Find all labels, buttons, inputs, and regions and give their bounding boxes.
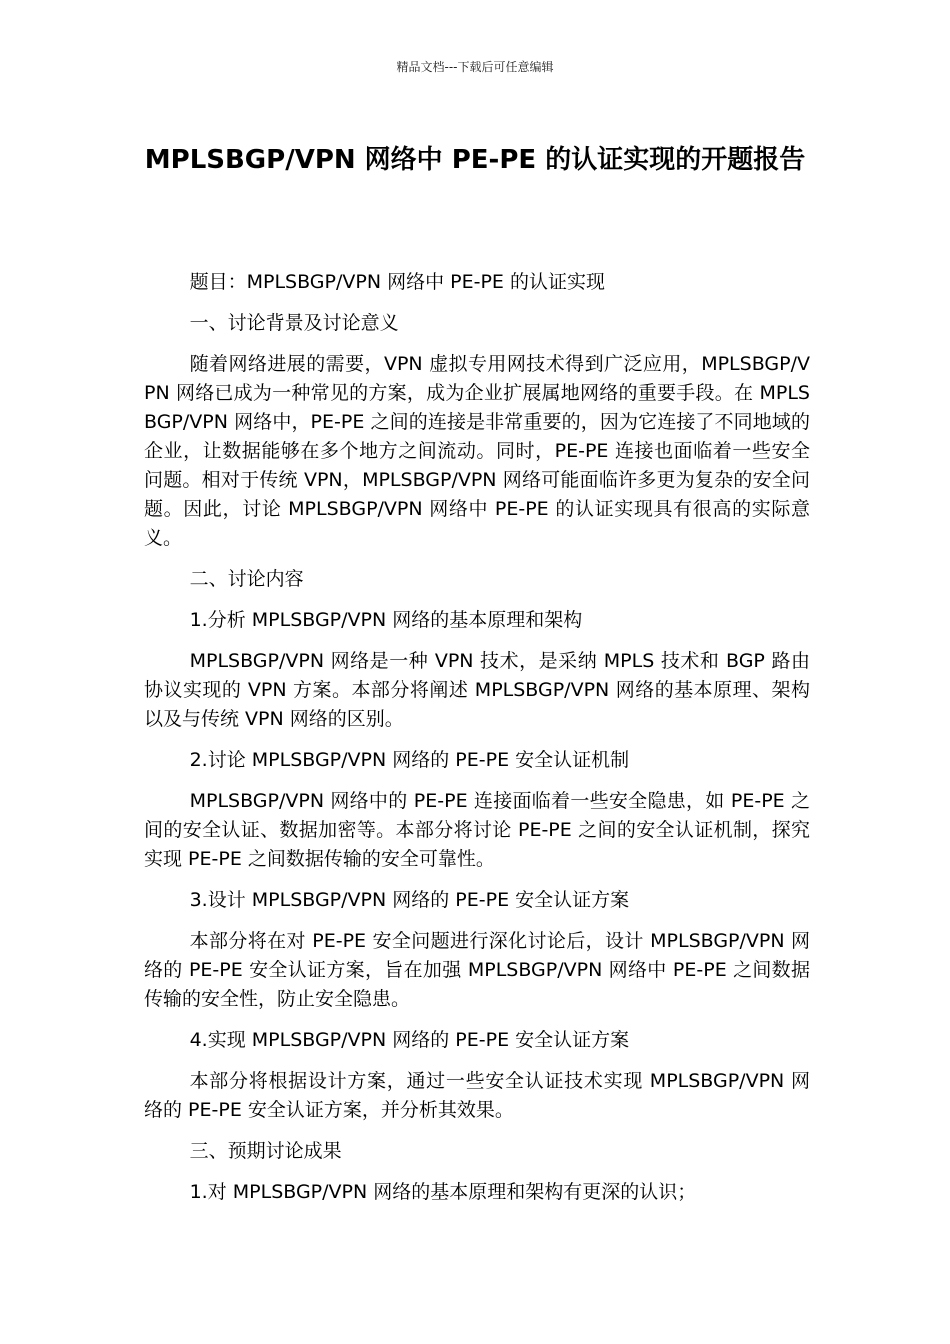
subheading-1: 1.分析 MPLSBGP/VPN 网络的基本原理和架构 bbox=[189, 609, 583, 631]
subheading-3: 3.设计 MPLSBGP/VPN 网络的 PE-PE 安全认证方案 bbox=[189, 889, 630, 911]
page-header: 精品文档---下载后可任意编辑 bbox=[396, 60, 554, 74]
result-item-1: 1.对 MPLSBGP/VPN 网络的基本原理和架构有更深的认识； bbox=[189, 1181, 697, 1203]
section-heading-content: 二、讨论内容 bbox=[189, 568, 304, 590]
document-body bbox=[144, 268, 810, 1219]
subheading-4: 4.实现 MPLSBGP/VPN 网络的 PE-PE 安全认证方案 bbox=[189, 1029, 630, 1051]
paragraph-3: 本部分将在对 PE-PE 安全问题进行深化讨论后，设计 MPLSBGP/VPN 网络的 PE-PE 安全认证方案，旨在加强 MPLSBGP/VPN 网络中 PE-PE 之间数据传输的安全性，防止安全隐患。 bbox=[144, 930, 810, 1010]
section-heading-background: 一、讨论背景及讨论意义 bbox=[189, 312, 399, 334]
section-heading-results: 三、预期讨论成果 bbox=[189, 1140, 342, 1162]
topic-line: 题目：MPLSBGP/VPN 网络中 PE-PE 的认证实现 bbox=[189, 271, 605, 293]
paragraph-4: 本部分将根据设计方案，通过一些安全认证技术实现 MPLSBGP/VPN 网络的 PE-PE 安全认证方案，并分析其效果。 bbox=[144, 1070, 810, 1121]
paragraph-2: MPLSBGP/VPN 网络中的 PE-PE 连接面临着一些安全隐患，如 PE-PE 之间的安全认证、数据加密等。本部分将讨论 PE-PE 之间的安全认证机制，探究实现 PE-PE 之间数据传输的安全可靠性。 bbox=[144, 790, 810, 870]
paragraph-1: MPLSBGP/VPN 网络是一种 VPN 技术，是采纳 MPLS 技术和 BGP 路由协议实现的 VPN 方案。本部分将阐述 MPLSBGP/VPN 网络的基本原理、架构以及与传统 VPN 网络的区别。 bbox=[144, 650, 810, 730]
subheading-2: 2.讨论 MPLSBGP/VPN 网络的 PE-PE 安全认证机制 bbox=[189, 749, 630, 771]
document-title: MPLSBGP/VPN 网络中 PE-PE 的认证实现的开题报告 bbox=[144, 145, 806, 175]
background-paragraph: 随着网络进展的需要，VPN 虚拟专用网技术得到广泛应用，MPLSBGP/VPN 网络已成为一种常见的方案，成为企业扩展属地网络的重要手段。在 MPLSBGP/VPN 网络中，PE-PE 之间的连接是非常重要的，因为它连接了不同地域的企业，让数据能够在多个地方之间流动。同时，PE-PE 连接也面临着一些安全问题。相对于传统 VPN，MPLSBGP/VPN 网络可能面临许多更为复杂的安全问题。因此，讨论 MPLSBGP/VPN 网络中 PE-PE 的认证实现具有很高的实际意义。 bbox=[144, 353, 810, 549]
